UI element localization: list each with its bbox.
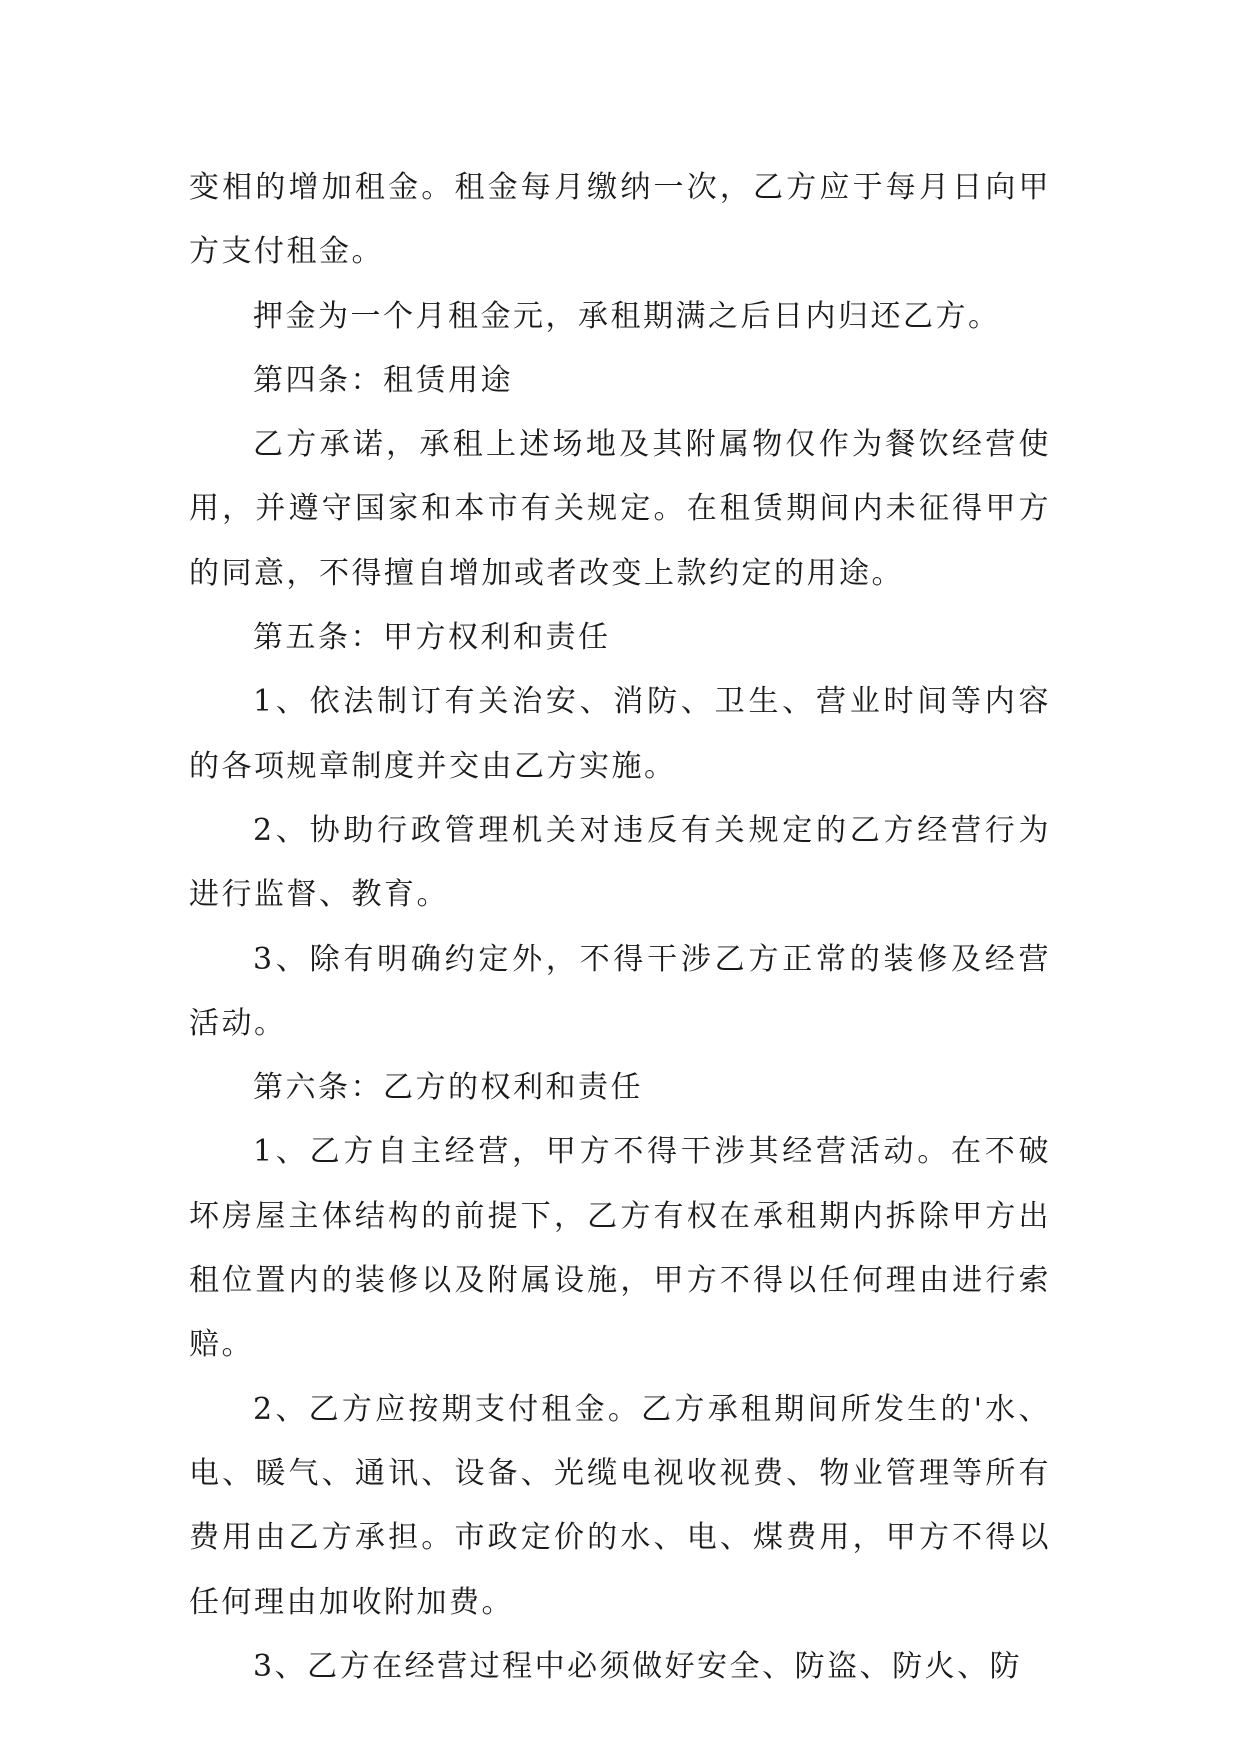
list-item: 3、除有明确约定外，不得干涉乙方正常的装修及经营活动。 — [189, 941, 1051, 1041]
section-heading: 第六条：乙方的权利和责任 — [253, 1070, 643, 1106]
paragraph: 乙方承诺，承租上述场地及其附属物仅作为餐饮经营使用，并遵守国家和本市有关规定。在租赁期间内未征得甲方的同意，不得擅自增加或者改变上款约定的用途。 — [189, 427, 1051, 591]
document-body — [189, 156, 1051, 1699]
list-item: 3、乙方在经营过程中必须做好安全、防盗、防火、防 — [253, 1648, 1023, 1684]
list-item: 1、乙方自主经营，甲方不得干涉其经营活动。在不破坏房屋主体结构的前提下，乙方有权在承租期内拆除甲方出租位置内的装修以及附属设施，甲方不得以任何理由进行索赔。 — [189, 1134, 1051, 1363]
list-item: 2、乙方应按期支付租金。乙方承租期间所发生的'水、电、暖气、通讯、设备、光缆电视收视费、物业管理等所有费用由乙方承担。市政定价的水、电、煤费用，甲方不得以任何理由加收附加费。 — [189, 1391, 1051, 1620]
paragraph: 变相的增加租金。租金每月缴纳一次，乙方应于每月日向甲方支付租金。 — [189, 170, 1051, 270]
section-heading: 第五条：甲方权利和责任 — [253, 620, 611, 656]
list-item: 1、依法制订有关治安、消防、卫生、营业时间等内容的各项规章制度并交由乙方实施。 — [189, 684, 1051, 784]
section-heading: 第四条：租赁用途 — [253, 362, 513, 398]
paragraph: 押金为一个月租金元，承租期满之后日内归还乙方。 — [253, 298, 1001, 334]
list-item: 2、协助行政管理机关对违反有关规定的乙方经营行为进行监督、教育。 — [189, 812, 1051, 913]
